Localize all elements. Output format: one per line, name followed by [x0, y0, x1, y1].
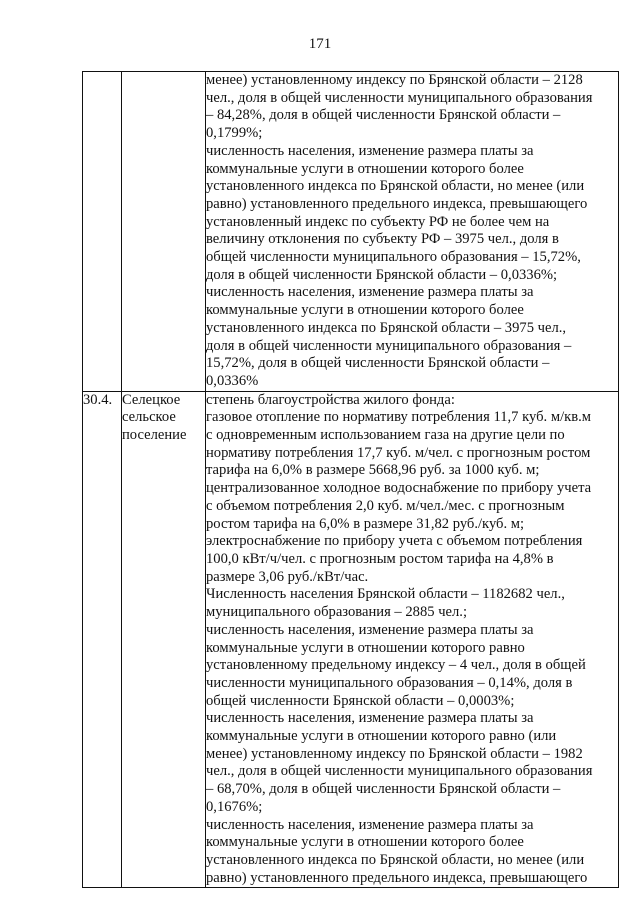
page-number: 171	[308, 36, 332, 52]
text-line: тарифа на 6,0% в размере 5668,96 руб. за 1000 куб. м;	[206, 462, 540, 479]
row-number-cell: 30.4.	[83, 391, 122, 888]
settlement-cell	[122, 391, 206, 888]
text-line: ростом тарифа на 6,0% в размере 31,82 руб./куб. м;	[206, 515, 525, 532]
text-line: численность населения, изменение размера платы за	[206, 621, 534, 638]
text-line: – 68,70%, доля в общей численности Брянской области –	[206, 781, 561, 798]
text-line: чел., доля в общей численности муниципального образования	[206, 89, 593, 106]
settlement-name-line: Селецкое	[122, 391, 181, 408]
text-line: равно) установленного предельного индекса, превышающего	[206, 195, 588, 212]
text-line: Численность населения Брянской области – 1182682 чел.,	[206, 586, 565, 603]
text-line: степень благоустройства жилого фонда:	[206, 391, 455, 408]
text-line: коммунальные услуги в отношении которого более	[206, 834, 524, 851]
text-line: с объемом потребления 2,0 куб. м/чел./мес. с прогнозным	[206, 497, 565, 514]
text-line: – 84,28%, доля в общей численности Брянской области –	[206, 107, 561, 124]
table-row	[83, 72, 619, 392]
description-cell	[206, 72, 619, 392]
settlement-name-line: сельское	[122, 409, 176, 426]
text-line: величину отклонения по субъекту РФ – 3975 чел., доля в	[206, 231, 559, 248]
text-line: численности муниципального образования – 0,14%, доля в	[206, 674, 573, 691]
settlement-name-line: поселение	[122, 427, 187, 444]
text-line: численность населения, изменение размера платы за	[206, 710, 534, 727]
text-line: общей численности Брянской области – 0,0003%;	[206, 692, 515, 709]
data-table	[82, 71, 619, 888]
text-line: с одновременным использованием газа на другие цели по	[206, 427, 565, 444]
text-line: нормативу потребления 17,7 куб. м/чел. с прогнозным ростом	[206, 444, 591, 461]
text-line: численность населения, изменение размера платы за	[206, 816, 534, 833]
text-line: централизованное холодное водоснабжение по прибору учета	[206, 480, 592, 497]
text-line: коммунальные услуги в отношении которого более	[206, 302, 524, 319]
text-line: численность населения, изменение размера платы за	[206, 142, 534, 159]
text-line: 0,0336%	[206, 372, 259, 389]
text-line: менее) установленному индексу по Брянской области – 2128	[206, 72, 583, 88]
text-line: 100,0 кВт/ч/чел. с прогнозным ростом тарифа на 4,8% в	[206, 550, 554, 567]
text-line: установленного индекса по Брянской области, но менее (или	[206, 851, 585, 868]
text-line: размере 3,06 руб./кВт/час.	[206, 568, 369, 585]
text-line: доля в общей численности Брянской области – 0,0336%;	[206, 266, 558, 283]
text-line: численность населения, изменение размера платы за	[206, 284, 534, 301]
text-line: чел., доля в общей численности муниципального образования	[206, 763, 593, 780]
text-line: коммунальные услуги в отношении которого равно (или	[206, 728, 557, 745]
description-cell	[206, 391, 619, 888]
text-line: установленного индекса по Брянской области – 3975 чел.,	[206, 319, 567, 336]
text-line: 15,72%, доля в общей численности Брянской области –	[206, 355, 550, 372]
text-line: установленного индекса по Брянской области, но менее (или	[206, 178, 585, 195]
text-line: коммунальные услуги в отношении которого равно	[206, 639, 525, 656]
text-line: коммунальные услуги в отношении которого более	[206, 160, 524, 177]
text-line: газовое отопление по нормативу потребления 11,7 куб. м/кв.м	[206, 409, 591, 426]
text-line: 0,1676%;	[206, 798, 263, 815]
text-line: равно) установленного предельного индекса, превышающего	[206, 869, 588, 886]
text-line: муниципального образования – 2885 чел.;	[206, 604, 468, 621]
text-line: общей численности муниципального образования – 15,72%,	[206, 249, 581, 266]
text-line: менее) установленному индексу по Брянской области – 1982	[206, 745, 583, 762]
text-line: доля в общей численности муниципального образования –	[206, 337, 572, 354]
text-line: установленному предельному индексу – 4 чел., доля в общей	[206, 657, 586, 674]
row-number-cell	[83, 72, 122, 392]
text-line: электроснабжение по прибору учета с объемом потребления	[206, 533, 583, 550]
text-line: установленный индекс по субъекту РФ не более чем на	[206, 213, 550, 230]
settlement-cell	[122, 72, 206, 392]
text-line: 0,1799%;	[206, 125, 263, 142]
table-row	[83, 391, 619, 888]
